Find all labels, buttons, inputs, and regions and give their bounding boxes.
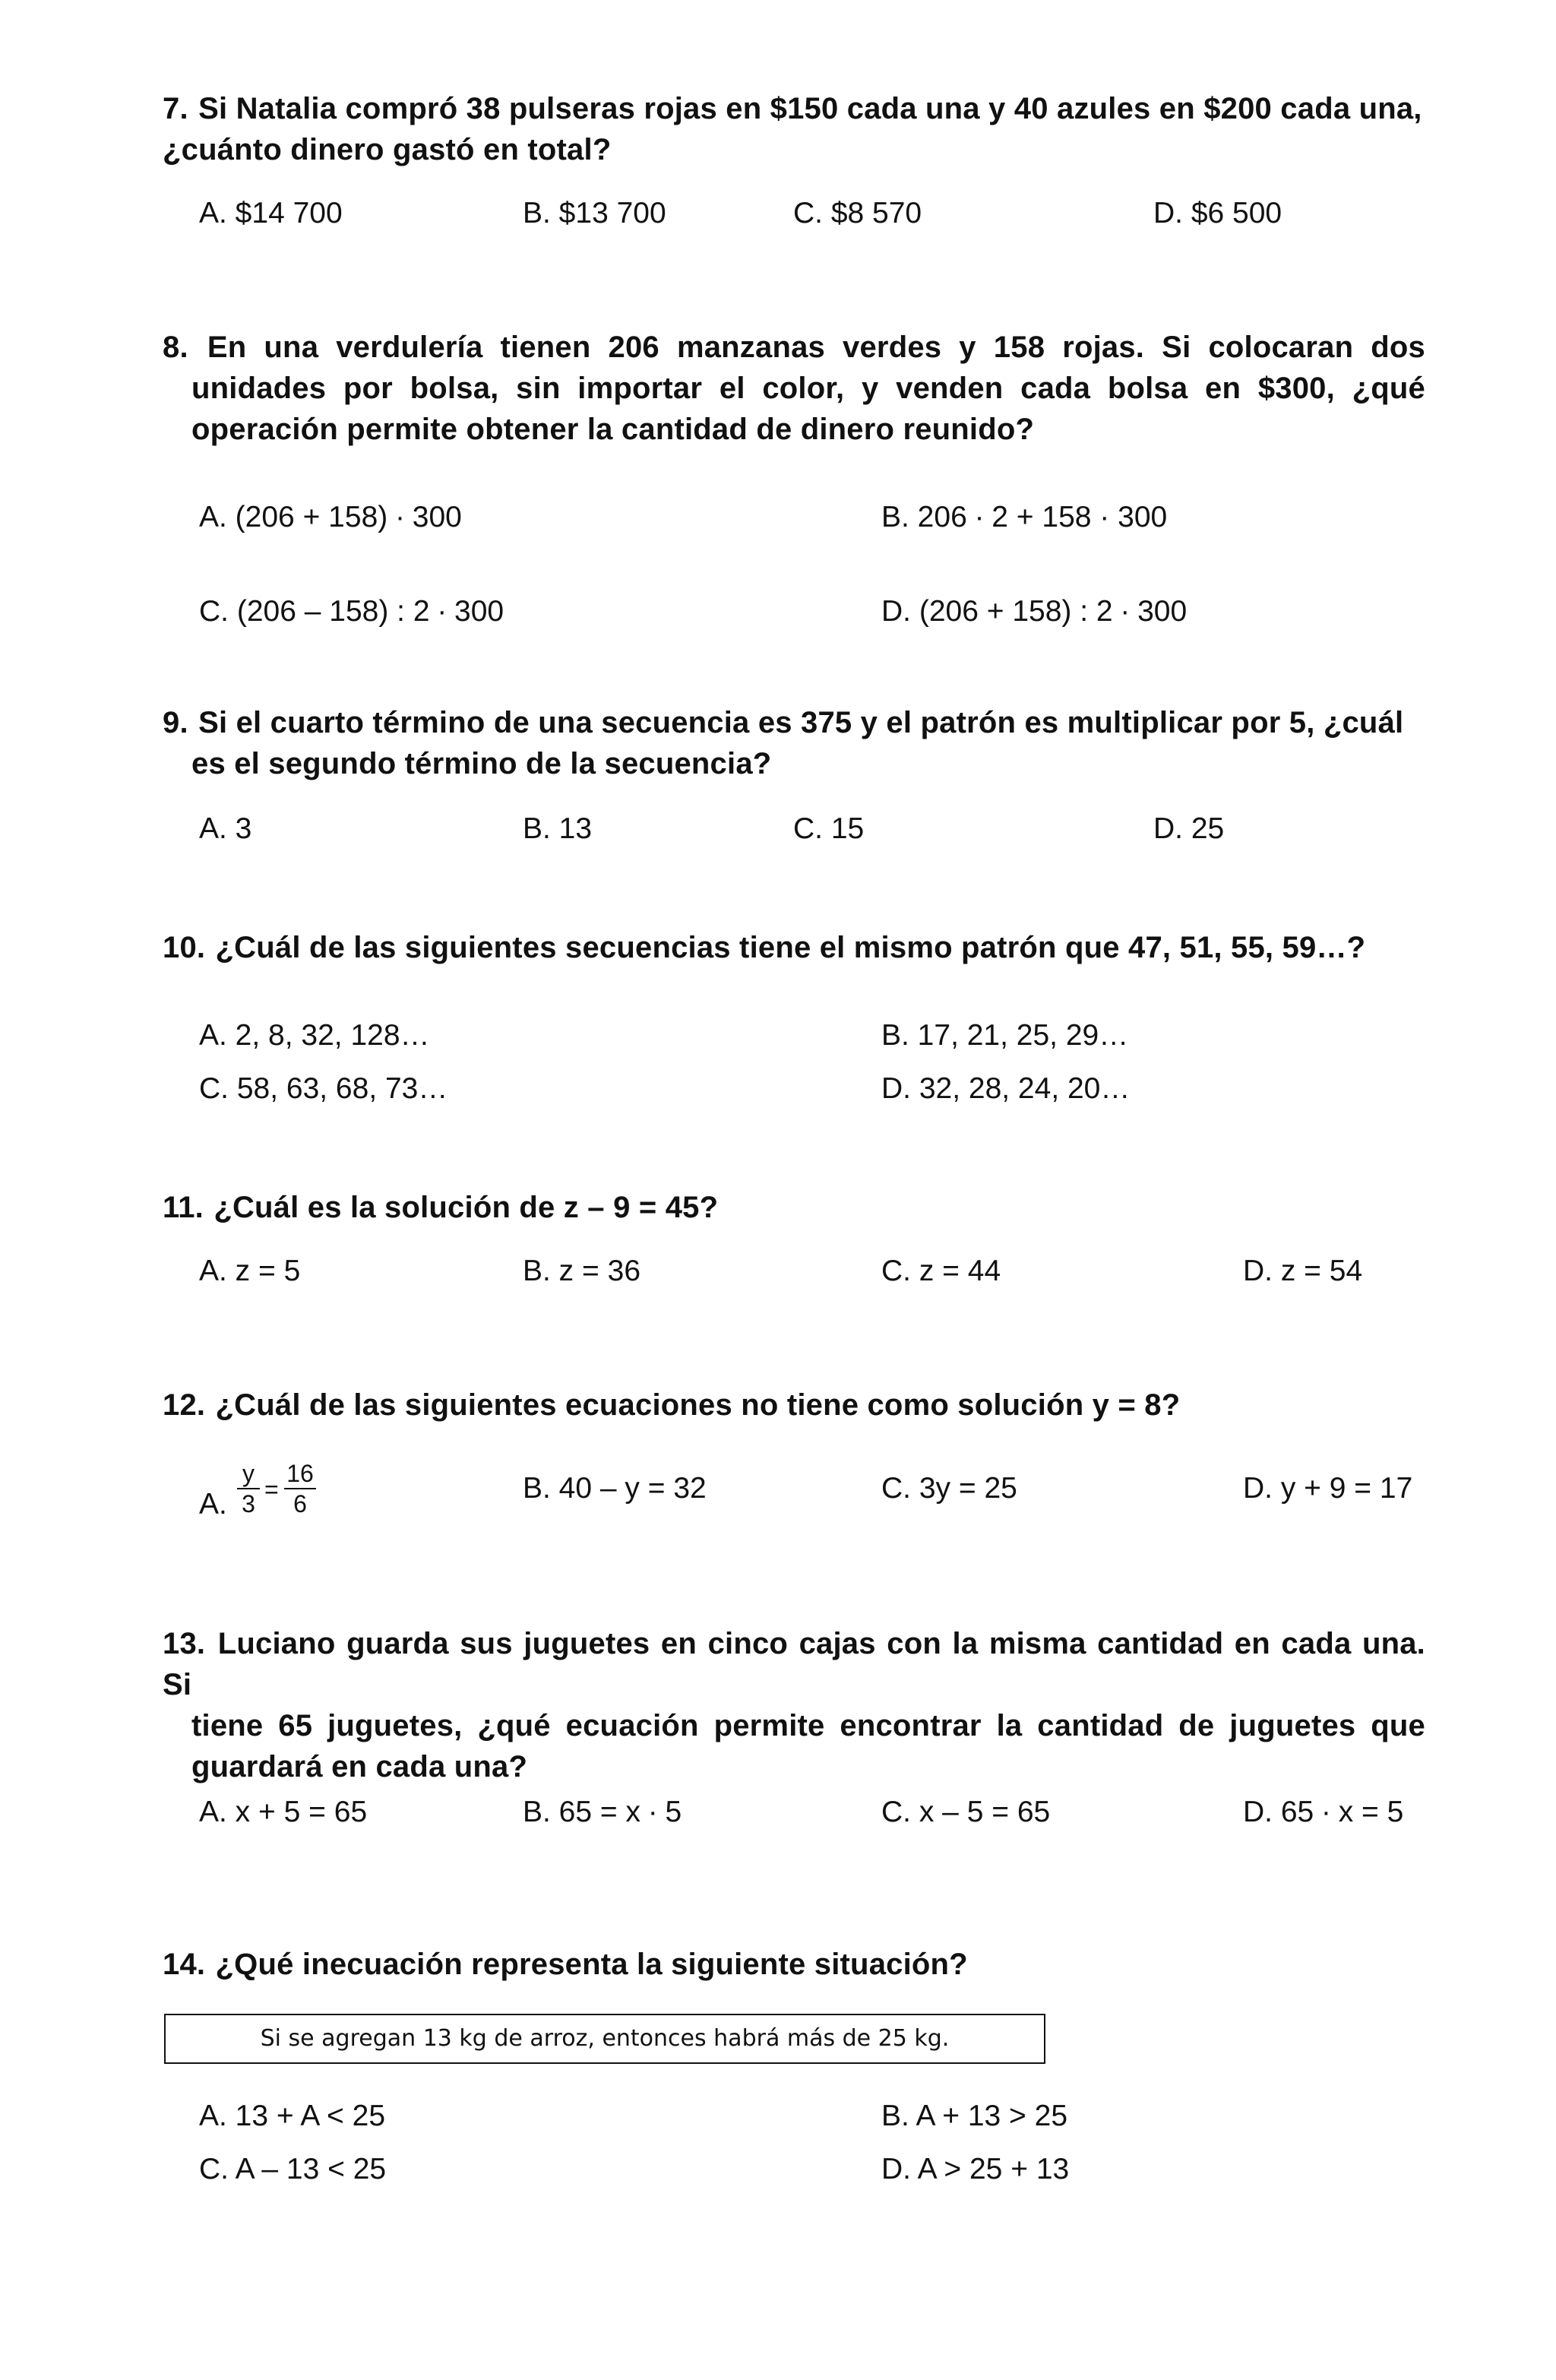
question-number: 14. bbox=[163, 1948, 206, 1981]
question-text-line: operación permite obtener la cantidad de dinero reunido? bbox=[191, 413, 1035, 446]
option-letter: A. bbox=[199, 1488, 227, 1521]
option-c[interactable]: C. x – 5 = 65 bbox=[881, 1796, 1051, 1828]
option-a[interactable]: A. (206 + 158) ∙ 300 bbox=[199, 501, 462, 533]
option-b[interactable]: B. z = 36 bbox=[523, 1255, 641, 1287]
equals-sign: = bbox=[264, 1476, 279, 1503]
fraction-bar bbox=[284, 1488, 316, 1489]
option-b[interactable]: B. 17, 21, 25, 29… bbox=[881, 1019, 1129, 1052]
question-text-line: ¿cuánto dinero gastó en total? bbox=[163, 133, 612, 166]
option-d[interactable]: D. 25 bbox=[1153, 812, 1225, 845]
option-b[interactable]: B. 65 = x ∙ 5 bbox=[523, 1796, 682, 1828]
question-10 bbox=[163, 927, 1425, 968]
question-12 bbox=[163, 1385, 1425, 1426]
question-text-line: tiene 65 juguetes, ¿qué ecuación permite encontrar la cantidad de juguetes que bbox=[191, 1709, 1425, 1742]
option-b[interactable]: B. A + 13 > 25 bbox=[881, 2100, 1068, 2132]
question-number: 13. bbox=[163, 1627, 206, 1660]
question-text-line: ¿Qué inecuación representa la siguiente situación? bbox=[215, 1948, 968, 1981]
question-8 bbox=[163, 327, 1425, 450]
question-number: 11. bbox=[163, 1191, 204, 1224]
question-number: 10. bbox=[163, 931, 206, 964]
option-a[interactable]: A. z = 5 bbox=[199, 1255, 301, 1287]
question-9 bbox=[163, 702, 1425, 784]
fraction-numerator: 16 bbox=[286, 1460, 314, 1487]
option-a[interactable]: A. 3 bbox=[199, 812, 252, 845]
option-a[interactable]: A. $14 700 bbox=[199, 197, 343, 229]
option-d[interactable]: D. y + 9 = 17 bbox=[1243, 1472, 1413, 1505]
question-number: 12. bbox=[163, 1388, 206, 1422]
option-b[interactable]: B. 13 bbox=[523, 812, 593, 845]
option-c[interactable]: C. A – 13 < 25 bbox=[199, 2153, 387, 2185]
option-c[interactable]: C. 3y = 25 bbox=[881, 1472, 1017, 1505]
question-text-line: ¿Cuál es la solución de z – 9 = 45? bbox=[213, 1191, 719, 1224]
fraction-denominator: 6 bbox=[293, 1490, 307, 1518]
fraction-numerator: y bbox=[242, 1460, 255, 1487]
option-c[interactable]: C. 15 bbox=[793, 812, 865, 845]
option-a[interactable]: A. 13 + A < 25 bbox=[199, 2100, 386, 2132]
question-13 bbox=[163, 1623, 1425, 1787]
situation-box: Si se agregan 13 kg de arroz, entonces habrá más de 25 kg. bbox=[164, 2014, 1045, 2064]
question-text-line: Si el cuarto término de una secuencia es 375 y el patrón es multiplicar por 5, ¿cuál bbox=[198, 706, 1404, 739]
question-11 bbox=[163, 1187, 1425, 1228]
option-b[interactable]: B. 206 ∙ 2 + 158 · 300 bbox=[881, 501, 1168, 533]
question-text-line: guardará en cada una? bbox=[191, 1750, 528, 1783]
fraction-bar bbox=[237, 1488, 260, 1489]
question-number: 9. bbox=[163, 706, 188, 739]
question-14 bbox=[163, 1944, 1425, 1985]
option-b[interactable]: B. $13 700 bbox=[523, 197, 666, 229]
question-text-line: ¿Cuál de las siguientes secuencias tiene el mismo patrón que 47, 51, 55, 59…? bbox=[215, 931, 1366, 964]
question-text-line: Luciano guarda sus juguetes en cinco cajas con la misma cantidad en cada una. Si bbox=[163, 1627, 1425, 1701]
option-d[interactable]: D. (206 + 158) : 2 ∙ 300 bbox=[881, 595, 1188, 628]
question-text-line: es el segundo término de la secuencia? bbox=[191, 747, 772, 780]
question-text-line: En una verdulería tienen 206 manzanas verdes y 158 rojas. Si colocaran dos bbox=[207, 331, 1425, 364]
option-d[interactable]: D. $6 500 bbox=[1153, 197, 1282, 229]
question-text-line: ¿Cuál de las siguientes ecuaciones no tiene como solución y = 8? bbox=[215, 1388, 1181, 1422]
option-c[interactable]: C. (206 – 158) : 2 ∙ 300 bbox=[199, 595, 504, 628]
option-c[interactable]: C. 58, 63, 68, 73… bbox=[199, 1072, 448, 1105]
option-d[interactable]: D. A > 25 + 13 bbox=[881, 2153, 1070, 2185]
question-number: 8. bbox=[163, 331, 188, 364]
question-number: 7. bbox=[163, 92, 188, 125]
option-c[interactable]: C. $8 570 bbox=[793, 197, 922, 229]
option-d[interactable]: D. 32, 28, 24, 20… bbox=[881, 1072, 1131, 1105]
question-text-line: Si Natalia compró 38 pulseras rojas en $150 cada una y 40 azules en $200 cada una, bbox=[198, 92, 1422, 125]
option-a[interactable]: A. x + 5 = 65 bbox=[199, 1796, 368, 1828]
option-a[interactable]: A. 2, 8, 32, 128… bbox=[199, 1019, 430, 1052]
fraction-16-over-6 bbox=[284, 1459, 316, 1518]
option-b[interactable]: B. 40 – y = 32 bbox=[523, 1472, 707, 1505]
fraction-denominator: 3 bbox=[242, 1490, 255, 1518]
question-text-line: unidades por bolsa, sin importar el color, y venden cada bolsa en $300, ¿qué bbox=[191, 372, 1425, 405]
fraction-y-over-3 bbox=[237, 1459, 260, 1518]
option-d[interactable]: D. z = 54 bbox=[1243, 1255, 1363, 1287]
option-d[interactable]: D. 65 ∙ x = 5 bbox=[1243, 1796, 1404, 1828]
option-a[interactable] bbox=[199, 1459, 336, 1535]
option-c[interactable]: C. z = 44 bbox=[881, 1255, 1001, 1287]
question-7 bbox=[163, 88, 1425, 170]
